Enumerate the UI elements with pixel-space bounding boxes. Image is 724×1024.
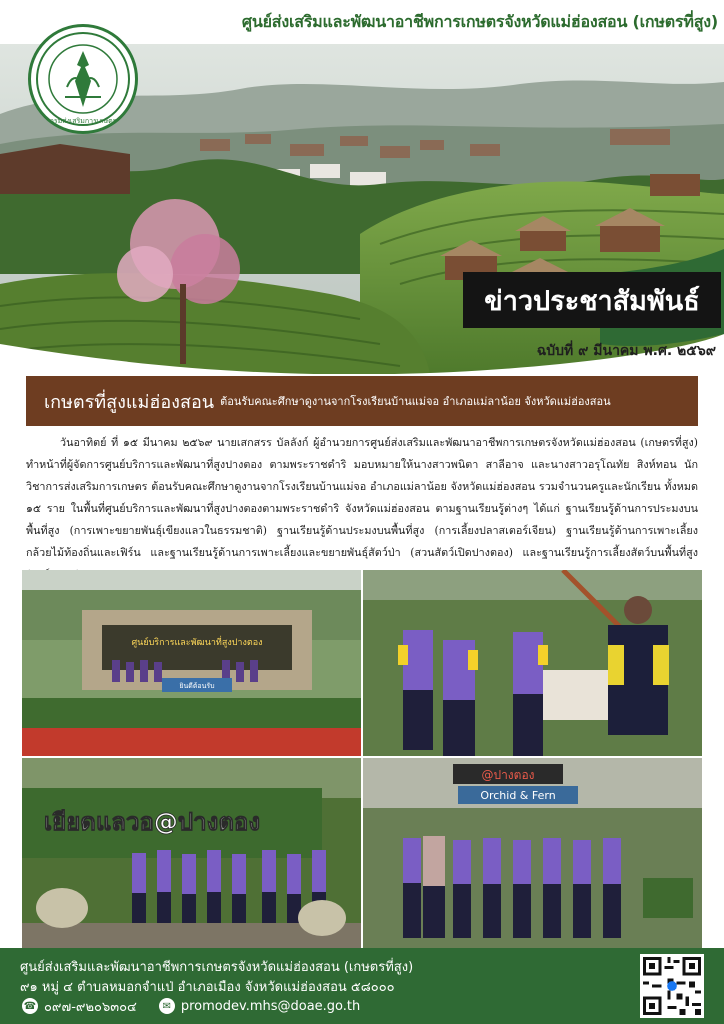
- headline-banner: [26, 376, 698, 426]
- article-body: วันอาทิตย์ ที่ ๑๕ มีนาคม ๒๕๖๙ นายเสกสรร บัลลังก์ ผู้อำนวยการศูนย์ส่งเสริมและพัฒนาอาชีพการเกษตรจังหวัดแม่ฮ่องสอน (เกษตรที่สูง) ทำหน้าที่ผู้จัดการศูนย์บริการและพัฒนาที่สูงปางตอง ตามพระราชดำริ มอบหมายให้นางสาวพนิตา สาลีอาจ และนางสาวอรุโณทัย สิงห์ทอน นักวิชาการส่งเสริมการเกษตร ต้อนรับคณะศึกษาดูงานจากโรงเรียนบ้านแม่จอ อำเภอแม่ลาน้อย จังหวัดแม่ฮ่องสอน รวมจำนวนครูและนักเรียน ทั้งหมด ๑๕ ราย ในพื้นที่ศูนย์บริการและพัฒนาที่สูงปางตองตามพระราชดำริ จังหวัดแม่ฮ่องสอน ตามฐานเรียนรู้ต่างๆ ได้แก่ ฐานเรียนรู้ด้านการประมงบนพื้นที่สูง (การเพาะขยายพันธุ์เขียงแลวในธรรมชาติ) ฐานเรียนรู้ด้านประมงบนพื้นที่สูง (การเลี้ยงปลาสเตอร์เจียน) ฐานเรียนรู้ด้านการเพาะเลี้ยงกล้วยไม้ท้องถิ่นและเฟิร์น และฐานเรียนรู้ด้านการเพาะเลี้ยงและขยายพันธุ์สัตว์ป่า (สวนสัตว์เปิดปางตอง) และฐานเรียนรู้การเลี้ยงสัตว์บนพื้นที่สูง: [26, 436, 698, 559]
- orchid-sign-line1: @ปางตอง: [481, 768, 535, 782]
- issue-date: ฉบับที่ ๙ มีนาคม พ.ศ. ๒๕๖๙: [536, 343, 716, 359]
- photo-center-sign-group: [22, 570, 361, 756]
- footer-email[interactable]: promodev.mhs@doae.go.th: [180, 998, 361, 1014]
- organization-title: ศูนย์ส่งเสริมและพัฒนาอาชีพการเกษตรจังหวัดแม่ฮ่องสอน (เกษตรที่สูง): [241, 12, 718, 31]
- welcome-banner-text: ยินดีต้อนรับ: [179, 682, 215, 690]
- footer-phone[interactable]: ๐๙๗-๙๒๐๖๓๐๔: [44, 999, 137, 1015]
- photo-welcome-letters-group: [22, 758, 361, 948]
- orchid-sign-line2: Orchid & Fern: [480, 789, 556, 802]
- headline-main: เกษตรที่สูงแม่ฮ่องสอน: [44, 391, 215, 413]
- headline-sub: ต้อนรับคณะศึกษาดูงานจากโรงเรียนบ้านแม่จอ อำเภอแม่ลาน้อย จังหวัดแม่ฮ่องสอน: [220, 395, 611, 408]
- qr-code-icon[interactable]: [640, 954, 704, 1018]
- footer-address: ๙๑ หมู่ ๔ ตำบลหมอกจำแป่ อำเภอเมือง จังหวัดแม่ฮ่องสอน ๕๘๐๐๐: [20, 980, 395, 995]
- press-release-label: ข่าวประชาสัมพันธ์: [463, 272, 721, 328]
- footer-contact: [22, 996, 360, 1016]
- email-icon: ✉: [159, 998, 175, 1014]
- svg-text:กรมส่งเสริมการเกษตร: กรมส่งเสริมการเกษตร: [49, 117, 117, 125]
- photo-orchid-fern-group: [363, 758, 702, 948]
- photo-learning-board: [363, 570, 702, 756]
- doae-emblem-icon: [28, 24, 138, 134]
- center-sign-text: ศูนย์บริการและพัฒนาที่สูงปางตอง: [131, 638, 263, 648]
- footer-org-name: ศูนย์ส่งเสริมและพัฒนาอาชีพการเกษตรจังหวัดแม่ฮ่องสอน (เกษตรที่สูง): [20, 960, 414, 975]
- welcome-letters-sign: เยียดแลวอ@ปางตอง: [43, 808, 261, 836]
- phone-icon: ☎: [22, 998, 38, 1014]
